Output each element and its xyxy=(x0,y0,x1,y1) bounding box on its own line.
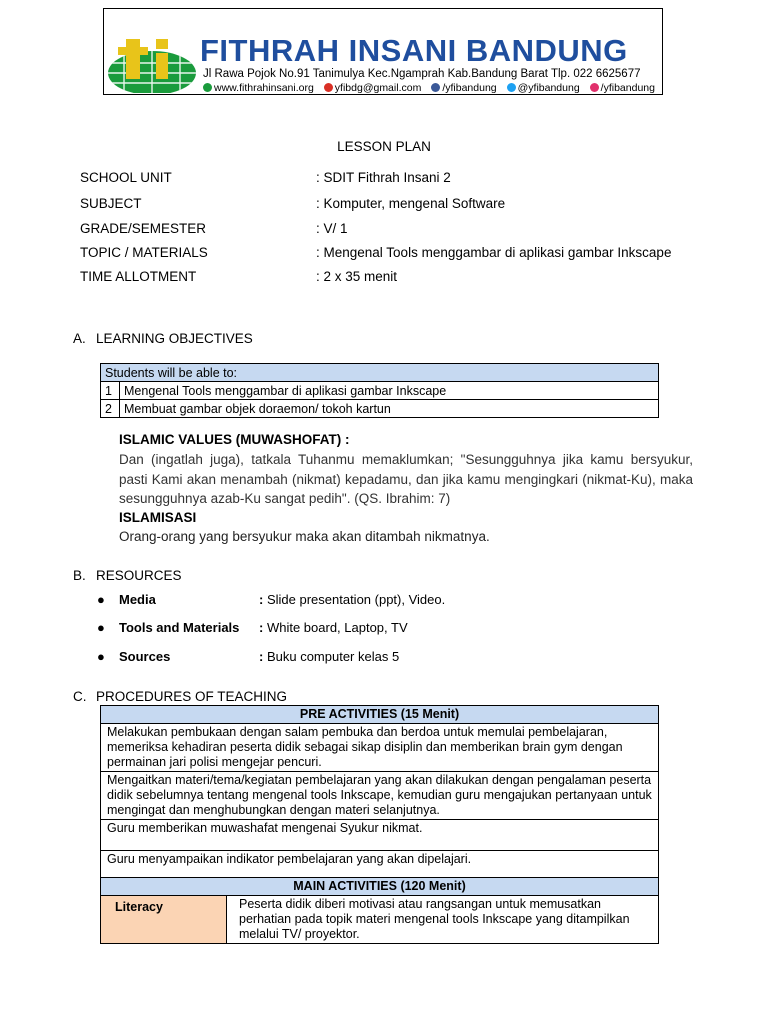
table-row: Guru memberikan muwashafat mengenai Syukur nikmat. xyxy=(101,820,659,851)
table-row: Melakukan pembukaan dengan salam pembuka dan berdoa untuk memulai pembelajaran, memeriksa kehadiran peserta didik sebagai sikap disiplin dan memberikan brain gym dengan permainan jari polisi mengejar pencuri. xyxy=(101,724,659,772)
mail-icon xyxy=(324,83,333,92)
instagram-icon xyxy=(590,83,599,92)
instagram-link[interactable]: /yfibandung xyxy=(590,82,655,94)
objectives-header: Students will be able to: xyxy=(101,364,659,382)
literacy-text: Peserta didik diberi motivasi atau rangsangan untuk memusatkan perhatian pada topik materi mengenal tools Inkscape yang ditampilkan melalui TV/ proyektor. xyxy=(227,896,659,944)
section-c-heading: C. PROCEDURES OF TEACHING xyxy=(73,689,288,704)
globe-icon xyxy=(203,83,212,92)
table-row: Mengaitkan materi/tema/kegiatan pembelajaran yang akan dilakukan dengan pengalaman peserta didik sebelumnya tentang mengenal tools Inkscape, kemudian guru mengajukan pertanyaan untuk mengingat dan menghubungkan dengan materi selanjutnya. xyxy=(101,772,659,820)
list-item: ● Media : Slide presentation (ppt), Video. xyxy=(97,592,446,607)
bullet-icon: ● xyxy=(97,649,105,664)
islamisasi-text: Orang-orang yang bersyukur maka akan ditambah nikmatnya. xyxy=(119,529,490,544)
twitter-link[interactable]: @yfibandung xyxy=(507,82,580,94)
school-logo-icon xyxy=(106,33,198,93)
main-activities-header: MAIN ACTIVITIES (120 Menit) xyxy=(101,878,659,896)
info-label-topic: TOPIC / MATERIALS xyxy=(80,245,208,260)
info-value-school-unit: : SDIT Fithrah Insani 2 xyxy=(316,170,451,185)
twitter-icon xyxy=(507,83,516,92)
website-link[interactable]: www.fithrahinsani.org xyxy=(203,82,314,94)
islamisasi-heading: ISLAMISASI xyxy=(119,510,197,525)
doc-title: LESSON PLAN xyxy=(337,139,431,154)
contact-bar xyxy=(203,82,655,94)
list-item: ● Sources : Buku computer kelas 5 xyxy=(97,649,400,664)
school-address: Jl Rawa Pojok No.91 Tanimulya Kec.Ngamprah Kab.Bandung Barat Tlp. 022 6625677 xyxy=(203,68,641,80)
table-row: 2 Membuat gambar objek doraemon/ tokoh kartun xyxy=(101,400,659,418)
islamic-values-heading: ISLAMIC VALUES (MUWASHOFAT) : xyxy=(119,432,350,447)
facebook-link[interactable]: /yfibandung xyxy=(431,82,496,94)
info-label-time: TIME ALLOTMENT xyxy=(80,269,197,284)
info-label-grade: GRADE/SEMESTER xyxy=(80,221,207,236)
section-b-heading: B. RESOURCES xyxy=(73,568,182,583)
objectives-table xyxy=(100,363,659,418)
school-name: FITHRAH INSANI BANDUNG xyxy=(200,33,628,68)
info-value-time: : 2 x 35 menit xyxy=(316,269,398,284)
section-a-heading: A. LEARNING OBJECTIVES xyxy=(73,331,253,346)
email-link[interactable]: yfibdg@gmail.com xyxy=(324,82,422,94)
info-label-school-unit: SCHOOL UNIT xyxy=(80,170,172,185)
facebook-icon xyxy=(431,83,440,92)
procedures-table xyxy=(100,705,659,944)
list-item: ● Tools and Materials : White board, Laptop, TV xyxy=(97,620,408,635)
islamic-values-text: Dan (ingatlah juga), tatkala Tuhanmu memaklumkan; "Sesungguhnya jika kamu bersyukur, pasti Kami akan menambah (nikmat) kepadamu, dan jika kamu mengingkari (nikmat-Ku), maka sesungguhnya azab-Ku sangat pedih". (QS. Ibrahim: 7) xyxy=(119,452,693,506)
table-row xyxy=(101,896,659,944)
info-label-subject: SUBJECT xyxy=(80,196,142,211)
table-row: 1 Mengenal Tools menggambar di aplikasi gambar Inkscape xyxy=(101,382,659,400)
pre-activities-header: PRE ACTIVITIES (15 Menit) xyxy=(101,706,659,724)
table-row: Guru menyampaikan indikator pembelajaran yang akan dipelajari. xyxy=(101,851,659,878)
info-value-subject: : Komputer, mengenal Software xyxy=(316,196,506,211)
info-value-topic: : Mengenal Tools menggambar di aplikasi gambar Inkscape xyxy=(316,245,672,260)
info-value-grade: : V/ 1 xyxy=(316,221,348,236)
bullet-icon: ● xyxy=(97,620,105,635)
literacy-label: Literacy xyxy=(101,896,227,944)
bullet-icon: ● xyxy=(97,592,105,607)
